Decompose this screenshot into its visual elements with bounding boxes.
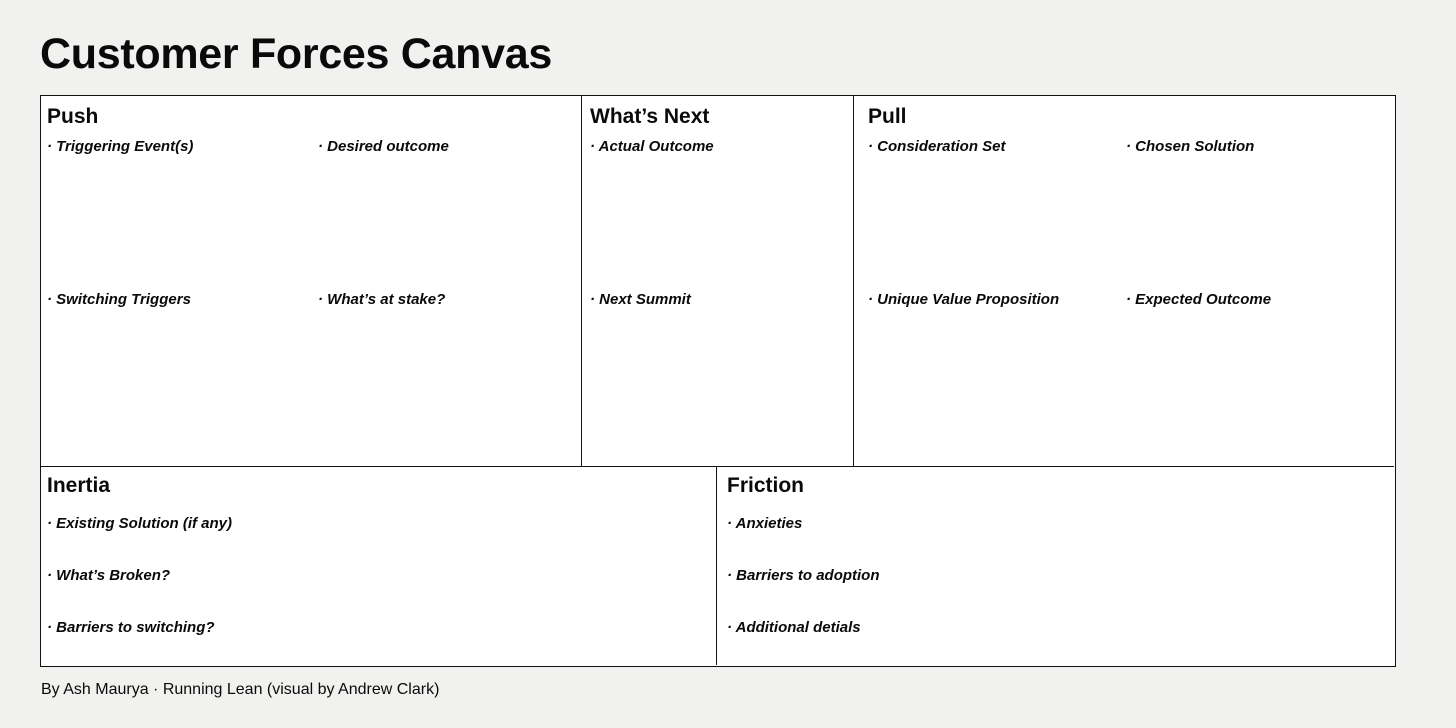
friction-item-additional-details: · Additional detials xyxy=(727,619,861,636)
pull-heading: Pull xyxy=(868,105,907,128)
whats-next-heading: What’s Next xyxy=(590,105,710,128)
forces-canvas xyxy=(40,95,1396,667)
page-title: Customer Forces Canvas xyxy=(40,30,552,78)
pull-item-consideration-set: · Consideration Set xyxy=(868,138,1006,155)
whats-next-item-next-summit: · Next Summit xyxy=(590,291,691,308)
push-item-whats-at-stake: · What’s at stake? xyxy=(318,291,446,308)
attribution-footer: By Ash Maurya · Running Lean (visual by Andrew Clark) xyxy=(41,681,440,698)
inertia-item-barriers-to-switching: · Barriers to switching? xyxy=(47,619,215,636)
push-heading: Push xyxy=(47,105,99,128)
inertia-section xyxy=(41,467,717,665)
push-item-desired-outcome: · Desired outcome xyxy=(318,138,449,155)
pull-item-expected-outcome: · Expected Outcome xyxy=(1126,291,1272,308)
inertia-item-whats-broken: · What’s Broken? xyxy=(47,567,171,584)
pull-item-unique-value-proposition: · Unique Value Proposition xyxy=(868,291,1060,308)
whats-next-item-actual-outcome: · Actual Outcome xyxy=(590,138,714,155)
push-item-triggering-events: · Triggering Event(s) xyxy=(47,138,194,155)
friction-item-barriers-to-adoption: · Barriers to adoption xyxy=(727,567,880,584)
pull-item-chosen-solution: · Chosen Solution xyxy=(1126,138,1255,155)
friction-item-anxieties: · Anxieties xyxy=(727,515,803,532)
friction-section xyxy=(717,467,1394,665)
friction-heading: Friction xyxy=(727,474,804,497)
push-item-switching-triggers: · Switching Triggers xyxy=(47,291,191,308)
push-section xyxy=(41,96,582,467)
inertia-heading: Inertia xyxy=(47,474,111,497)
pull-section xyxy=(854,96,1394,467)
inertia-item-existing-solution: · Existing Solution (if any) xyxy=(47,515,232,532)
whats-next-section xyxy=(582,96,854,467)
